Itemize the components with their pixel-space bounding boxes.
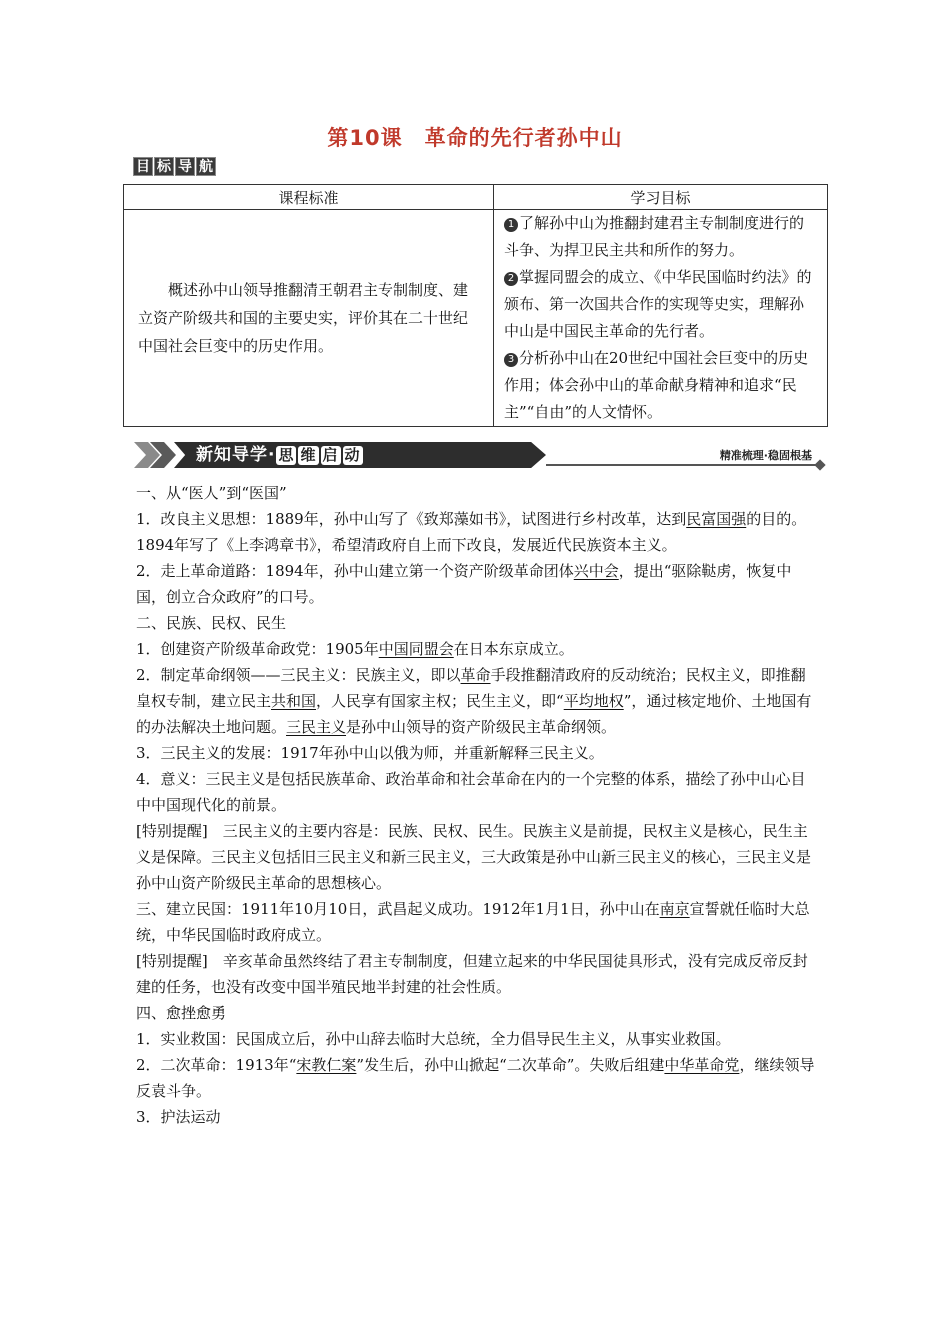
nav-label-char: 标 — [154, 157, 174, 176]
objective-text: 掌握同盟会的成立、《中华民国临时约法》的颁布、第一次国共合作的实现等史实，理解孙中山是中国民主革命的先行者。 — [504, 268, 812, 340]
number-badge-icon: 1 — [504, 218, 518, 232]
special-reminder: [特别提醒] 辛亥革命虽然终结了君主专制制度，但建立起来的中华民国徒具形式，没有完成反帝反封建的任务，也没有改变中国半殖民地半封建的社会性质。 — [136, 952, 808, 996]
paragraph: 1．实业救国：民国成立后，孙中山辞去临时大总统，全力倡导民生主义，从事实业救国。 — [136, 1030, 731, 1048]
course-standard-text: 概述孙中山领导推翻清王朝君主专制制度、建立资产阶级共和国的主要史实，评价其在二十世纪中国社会巨变中的历史作用。 — [138, 281, 469, 355]
objective-item — [504, 210, 817, 264]
paragraph: 3．三民主义的发展：1917年孙中山以俄为师，并重新解释三民主义。 — [136, 744, 604, 762]
paragraph: 3．护法运动 — [136, 1108, 221, 1126]
content-body — [136, 480, 820, 1130]
goals-table — [123, 184, 828, 427]
nav-label-char: 目 — [133, 157, 153, 176]
diamond-icon — [814, 459, 825, 470]
section-heading: 四、愈挫愈勇 — [136, 1004, 227, 1022]
lesson-title: 第10课 革命的先行者孙中山 — [327, 126, 623, 150]
fill-in-answer: 民富国强 — [686, 510, 747, 528]
fill-in-answer: 宋教仁案 — [296, 1056, 357, 1074]
banner-boxed-char: 启 — [322, 446, 339, 464]
fill-in-answer: 平均地权 — [563, 692, 624, 710]
paragraph: 2．二次革命：1913年“宋教仁案”发生后，孙中山掀起“二次革命”。失败后组建中华革命党，继续领导反袁斗争。 — [136, 1056, 815, 1100]
nav-label-char: 航 — [196, 157, 216, 176]
section-heading: 一、从“医人”到“医国” — [136, 484, 287, 502]
banner-boxed-char: 思 — [278, 446, 295, 464]
banner-boxed-char: 动 — [344, 446, 361, 464]
banner-rule — [546, 464, 816, 466]
paragraph: 4．意义：三民主义是包括民族革命、政治革命和社会革命在内的一个完整的体系，描绘了孙中山心目中中国现代化的前景。 — [136, 770, 806, 814]
objective-text: 分析孙中山在20世纪中国社会巨变中的历史作用；体会孙中山的革命献身精神和追求“民主”“自由”的人文情怀。 — [504, 349, 809, 421]
banner-title — [196, 443, 364, 467]
chevron-arrows-icon — [134, 442, 182, 468]
paragraph: 2．走上革命道路：1894年，孙中山建立第一个资产阶级革命团体兴中会，提出“驱除鞑虏，恢复中国，创立合众政府”的口号。 — [136, 562, 792, 606]
fill-in-answer: 三民主义 — [286, 718, 347, 736]
banner-title-part: 新知导学· — [196, 445, 276, 465]
objective-item — [504, 345, 817, 426]
paragraph: 1．改良主义思想：1889年，孙中山写了《致郑藻如书》，试图进行乡村改革，达到民富国强的目的。1894年写了《上李鸿章书》，希望清政府自上而下改良，发展近代民族资本主义。 — [136, 510, 807, 554]
objective-item — [504, 264, 817, 345]
goal-navigation-label — [133, 157, 217, 177]
fill-in-answer: 共和国 — [271, 692, 317, 710]
course-standard-cell — [124, 210, 494, 427]
banner-subtitle: 精准梳理·稳固根基 — [719, 449, 812, 462]
paragraph: 2．制定革命纲领——三民主义：民族主义，即以革命手段推翻清政府的反动统治；民权主义，即推翻皇权专制，建立民主共和国，人民享有国家主权；民生主义，即“平均地权”，通过核定地价、土地国有的办法解决土地问题。三民主义是孙中山领导的资产阶级民主革命纲领。 — [136, 666, 812, 736]
learning-objectives-cell — [494, 210, 828, 427]
table-body-row — [124, 210, 828, 427]
nav-label-char: 导 — [175, 157, 195, 176]
number-badge-icon: 2 — [504, 272, 518, 286]
fill-in-answer: 革命 — [460, 666, 491, 684]
section-banner — [134, 442, 834, 468]
col-header-objectives: 学习目标 — [494, 185, 828, 210]
paragraph: 1．创建资产阶级革命政党：1905年中国同盟会在日本东京成立。 — [136, 640, 574, 658]
section-heading: 二、民族、民权、民生 — [136, 614, 287, 632]
special-reminder: [特别提醒] 三民主义的主要内容是：民族、民权、民生。民族主义是前提，民权主义是核心，民生主义是保障。三民主义包括旧三民主义和新三民主义，三大政策是孙中山新三民主义的核心，三民主义是孙中山资产阶级民主革命的思想核心。 — [136, 822, 812, 892]
paragraph: 三、建立民国：1911年10月10日，武昌起义成功。1912年1月1日，孙中山在南京宣誓就任临时大总统，中华民国临时政府成立。 — [136, 900, 810, 944]
fill-in-answer: 兴中会 — [573, 562, 619, 580]
fill-in-answer: 中华革命党 — [664, 1056, 740, 1074]
banner-boxed-char: 维 — [300, 446, 317, 464]
table-header-row — [124, 185, 828, 210]
fill-in-answer: 中国同盟会 — [378, 640, 454, 658]
col-header-standard: 课程标准 — [124, 185, 494, 210]
fill-in-answer: 南京 — [659, 900, 690, 918]
objective-text: 了解孙中山为推翻封建君主专制制度进行的斗争、为捍卫民主共和所作的努力。 — [504, 214, 805, 259]
number-badge-icon: 3 — [504, 353, 518, 367]
